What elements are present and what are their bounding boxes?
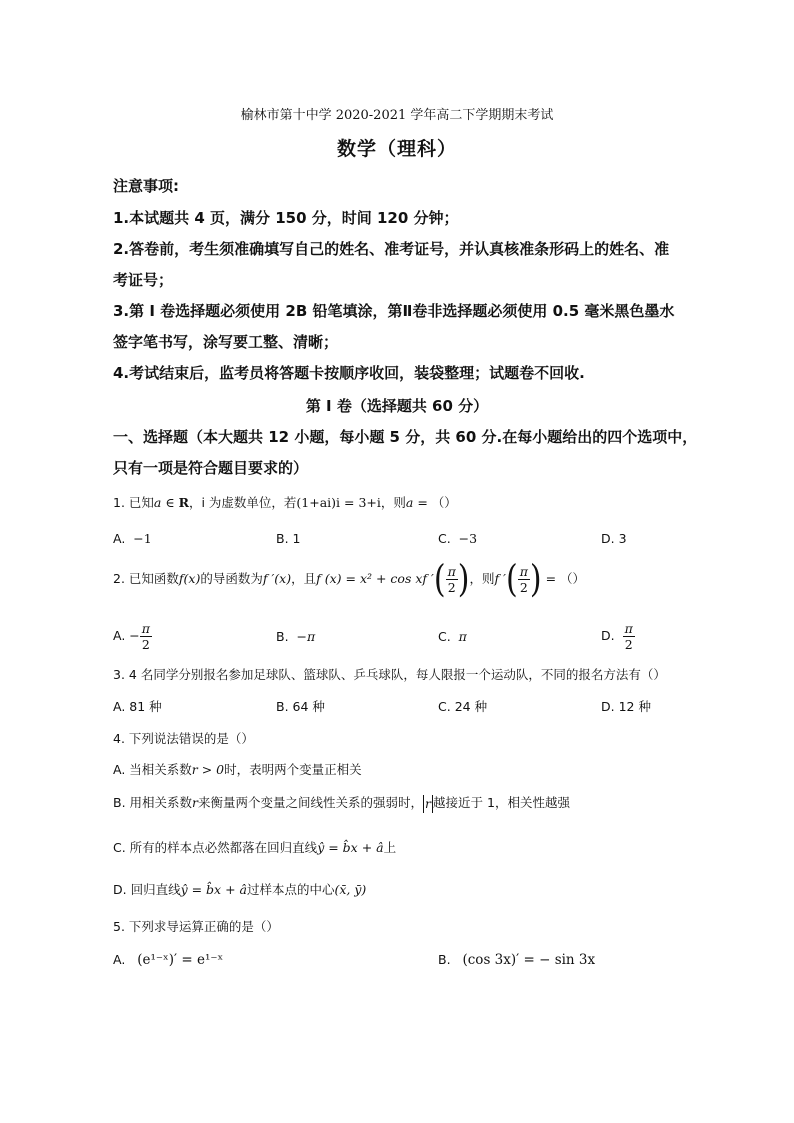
abs-r: r xyxy=(425,795,432,811)
question-2 xyxy=(113,557,586,602)
q1-text: = （） xyxy=(413,495,457,510)
q1-math: a xyxy=(153,495,162,510)
section-title-text: 第 Ⅰ 卷（选择题共 60 分） xyxy=(305,397,489,415)
notice-item-3-cont: 签字笔书写，涂写要工整、清晰； xyxy=(113,333,339,351)
q1-text: 1. 已知 xyxy=(113,495,154,510)
q5-option-b: B. (cos 3x)′ = − sin 3x xyxy=(438,952,596,968)
q2-option-b: B. −π xyxy=(276,629,316,644)
q1-text: ，则 xyxy=(380,495,406,510)
q2-math: f ′(x) xyxy=(262,571,292,586)
q3-option-a: A. 81 种 xyxy=(113,699,162,714)
q2-equation: f (x) = x² + cos xf ′ xyxy=(316,571,434,586)
q4-option-b: B. 用相关系数r来衡量两个变量之间线性关系的强弱时， r 越接近于 1，相关性越强 xyxy=(113,795,570,811)
q2-option-a: A. − $\frac{\pi}{2}$ xyxy=(113,621,150,652)
q1-text: ，i 为虚数单位，若 xyxy=(188,495,297,510)
q2-text: = （） xyxy=(541,571,586,586)
section-instructions-cont: 只有一项是符合题目要求的） xyxy=(113,459,309,477)
q1-equation: (1+ai)i = 3+i xyxy=(296,495,381,510)
notice-heading: 注意事项: xyxy=(113,177,179,195)
q2-paren: ( xyxy=(505,557,518,602)
q2-math: f ′ xyxy=(494,571,506,586)
q5-option-a: A. (e¹⁻ˣ)′ = e¹⁻ˣ xyxy=(113,952,224,968)
q3-option-d: D. 12 种 xyxy=(601,699,651,714)
exam-school-line: 榆林市第十中学 2020-2021 学年高二下学期期末考试 xyxy=(240,108,554,123)
notice-item-2-cont: 考证号； xyxy=(113,271,174,289)
q2-fraction: $\frac{\pi}{2}$ xyxy=(447,564,456,595)
question-5: 5. 下列求导运算正确的是（） xyxy=(113,919,279,934)
q2-option-c: C. π xyxy=(438,629,467,644)
q2-fraction: $\frac{\pi}{2}$ xyxy=(519,564,528,595)
q2-text: ，且 xyxy=(291,571,317,586)
q2-text: 的导函数为 xyxy=(200,571,263,586)
q1-option-c: C. −3 xyxy=(438,531,478,546)
q2-paren: ( xyxy=(433,557,446,602)
q2-paren: ) xyxy=(529,557,542,602)
q1-option-d: D. 3 xyxy=(601,531,627,546)
q2-paren: ) xyxy=(457,557,470,602)
notice-item-1: 1.本试题共 4 页，满分 150 分，时间 120 分钟； xyxy=(113,209,459,227)
notice-item-2: 2.答卷前，考生须准确填写自己的姓名、准考证号，并认真核准条形码上的姓名、准 xyxy=(113,240,670,258)
q2-text: 2. 已知函数 xyxy=(113,571,179,586)
question-1 xyxy=(113,493,457,511)
q4-option-d: D. 回归直线ŷ = b̂x + â过样本点的中心(x̄, ȳ) xyxy=(113,882,367,897)
q3-option-b: B. 64 种 xyxy=(276,699,325,714)
q2-option-d: D. $\frac{\pi}{2}$ xyxy=(601,621,633,652)
q2-text: ，则 xyxy=(469,571,495,586)
q1-math: ∈ xyxy=(161,495,179,510)
q1-math: a xyxy=(405,495,414,510)
q2-math: f(x) xyxy=(178,571,201,586)
page-title: 数学（理科） xyxy=(336,138,457,160)
question-3: 3. 4 名同学分别报名参加足球队、篮球队、乒乓球队，每人限报一个运动队，不同的报名方法有（） xyxy=(113,667,666,682)
section-instructions: 一、选择题（本大题共 12 小题，每小题 5 分，共 60 分.在每小题给出的四个选项中， xyxy=(113,428,698,446)
q3-option-c: C. 24 种 xyxy=(438,699,488,714)
notice-item-4: 4.考试结束后，监考员将答题卡按顺序收回，装袋整理；试题卷不回收. xyxy=(113,364,585,382)
q1-math: R xyxy=(178,495,189,510)
q4-option-c: C. 所有的样本点必然都落在回归直线ŷ = b̂x + â上 xyxy=(113,840,397,855)
question-4: 4. 下列说法错误的是（） xyxy=(113,731,254,746)
section-title xyxy=(0,395,794,416)
q1-option-b: B. 1 xyxy=(276,531,301,546)
notice-item-3: 3.第 Ⅰ 卷选择题必须使用 2B 铅笔填涂，第Ⅱ卷非选择题必须使用 0.5 毫米黑色墨水 xyxy=(113,302,675,320)
q4-option-a: A. 当相关系数r > 0时，表明两个变量正相关 xyxy=(113,762,362,777)
q1-option-a: A. −1 xyxy=(113,531,152,546)
